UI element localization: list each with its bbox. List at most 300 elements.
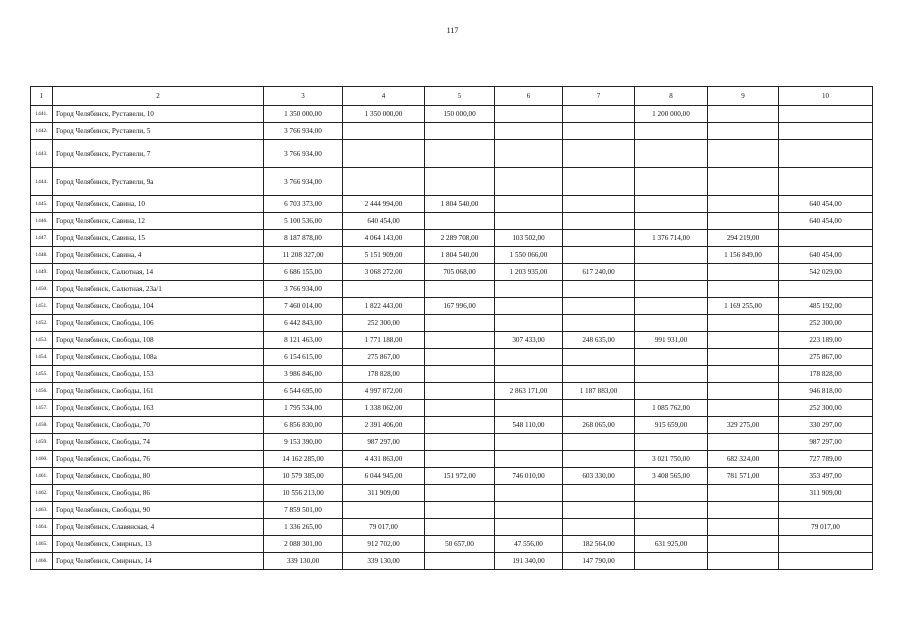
amount-cell: 252 300,00 <box>343 315 425 332</box>
amount-cell <box>779 106 873 123</box>
amount-cell: 329 275,00 <box>708 417 779 434</box>
amount-cell: 294 219,00 <box>708 230 779 247</box>
amount-cell: 14 162 285,00 <box>264 451 343 468</box>
amount-cell: 6 154 615,00 <box>264 349 343 366</box>
address-cell: Город Челябинск, Свободы, 74 <box>53 434 264 451</box>
header-row <box>31 87 873 106</box>
amount-cell: 275 867,00 <box>779 349 873 366</box>
row-number-cell: 1460. <box>31 451 53 468</box>
address-cell: Город Челябинск, Свободы, 76 <box>53 451 264 468</box>
address-cell: Город Челябинск, Свободы, 90 <box>53 502 264 519</box>
amount-cell <box>343 168 425 196</box>
amount-cell <box>425 485 495 502</box>
table-row <box>31 140 873 168</box>
amount-cell: 987 297,00 <box>779 434 873 451</box>
amount-cell <box>563 349 635 366</box>
amount-cell <box>425 553 495 570</box>
amount-cell <box>563 123 635 140</box>
row-number-cell: 1449. <box>31 264 53 281</box>
amount-cell: 6 703 373,00 <box>264 196 343 213</box>
amount-cell <box>708 553 779 570</box>
amount-cell: 1 804 540,00 <box>425 196 495 213</box>
amount-cell: 640 454,00 <box>343 213 425 230</box>
amount-cell <box>495 196 563 213</box>
amount-cell: 1 771 188,00 <box>343 332 425 349</box>
amount-cell: 147 790,00 <box>563 553 635 570</box>
row-number-cell: 1445. <box>31 196 53 213</box>
amount-cell <box>425 417 495 434</box>
amount-cell: 2 391 406,00 <box>343 417 425 434</box>
row-number-cell: 1446. <box>31 213 53 230</box>
table-row <box>31 485 873 502</box>
amount-cell <box>425 519 495 536</box>
column-header: 6 <box>495 87 563 106</box>
amount-cell <box>495 349 563 366</box>
amount-cell: 9 153 390,00 <box>264 434 343 451</box>
table-row <box>31 519 873 536</box>
amount-cell: 727 789,00 <box>779 451 873 468</box>
amount-cell: 275 867,00 <box>343 349 425 366</box>
amount-cell: 1 350 000,00 <box>264 106 343 123</box>
amount-cell <box>343 140 425 168</box>
amount-cell <box>708 281 779 298</box>
amount-cell <box>708 383 779 400</box>
amount-cell <box>495 106 563 123</box>
address-cell: Город Челябинск, Руставели, 5 <box>53 123 264 140</box>
amount-cell <box>425 140 495 168</box>
table-row <box>31 264 873 281</box>
column-header: 10 <box>779 87 873 106</box>
amount-cell <box>563 519 635 536</box>
row-number-cell: 1458. <box>31 417 53 434</box>
amount-cell <box>425 315 495 332</box>
column-header: 9 <box>708 87 779 106</box>
table-row <box>31 553 873 570</box>
table-row <box>31 315 873 332</box>
amount-cell <box>708 485 779 502</box>
amount-cell <box>708 502 779 519</box>
amount-cell <box>708 400 779 417</box>
amount-cell: 1 804 540,00 <box>425 247 495 264</box>
table-row <box>31 417 873 434</box>
amount-cell <box>495 140 563 168</box>
table-row <box>31 366 873 383</box>
amount-cell <box>635 213 708 230</box>
amount-cell <box>495 366 563 383</box>
column-header: 1 <box>31 87 53 106</box>
amount-cell: 8 187 878,00 <box>264 230 343 247</box>
amount-cell: 1 169 255,00 <box>708 298 779 315</box>
address-cell: Город Челябинск, Свободы, 86 <box>53 485 264 502</box>
amount-cell <box>708 332 779 349</box>
amount-cell: 252 300,00 <box>779 315 873 332</box>
table-row <box>31 451 873 468</box>
row-number-cell: 1457. <box>31 400 53 417</box>
amount-cell <box>708 213 779 230</box>
amount-cell: 10 579 385,00 <box>264 468 343 485</box>
amount-cell <box>563 281 635 298</box>
amount-cell: 2 444 994,00 <box>343 196 425 213</box>
row-number-cell: 1452. <box>31 315 53 332</box>
amount-cell <box>635 502 708 519</box>
amount-cell <box>708 168 779 196</box>
column-header: 5 <box>425 87 495 106</box>
amount-cell: 167 996,00 <box>425 298 495 315</box>
amount-cell <box>495 315 563 332</box>
row-number-cell: 1455. <box>31 366 53 383</box>
amount-cell: 7 460 014,00 <box>264 298 343 315</box>
amount-cell <box>563 502 635 519</box>
amount-cell: 3 986 846,00 <box>264 366 343 383</box>
amount-cell: 640 454,00 <box>779 213 873 230</box>
amount-cell: 6 442 843,00 <box>264 315 343 332</box>
amount-cell <box>635 264 708 281</box>
table-row <box>31 383 873 400</box>
address-cell: Город Челябинск, Салютная, 14 <box>53 264 264 281</box>
address-cell: Город Челябинск, Свободы, 108 <box>53 332 264 349</box>
amount-cell <box>563 485 635 502</box>
amount-cell: 252 300,00 <box>779 400 873 417</box>
column-header: 4 <box>343 87 425 106</box>
amount-cell: 6 856 830,00 <box>264 417 343 434</box>
amount-cell: 3 766 934,00 <box>264 281 343 298</box>
amount-cell: 542 029,00 <box>779 264 873 281</box>
amount-cell <box>563 213 635 230</box>
amount-cell: 3 068 272,00 <box>343 264 425 281</box>
amount-cell: 50 657,00 <box>425 536 495 553</box>
amount-cell <box>635 298 708 315</box>
amount-cell <box>563 247 635 264</box>
amount-cell <box>495 213 563 230</box>
address-cell: Город Челябинск, Свободы, 106 <box>53 315 264 332</box>
amount-cell <box>563 230 635 247</box>
amount-cell: 3 408 565,00 <box>635 468 708 485</box>
table-row <box>31 349 873 366</box>
amount-cell: 8 121 463,00 <box>264 332 343 349</box>
address-cell: Город Челябинск, Свободы, 108а <box>53 349 264 366</box>
amount-cell: 150 000,00 <box>425 106 495 123</box>
amount-cell <box>425 168 495 196</box>
amount-cell: 5 151 909,00 <box>343 247 425 264</box>
amount-cell: 5 100 536,00 <box>264 213 343 230</box>
amount-cell: 6 686 155,00 <box>264 264 343 281</box>
amount-cell <box>779 230 873 247</box>
address-cell: Город Челябинск, Свободы, 163 <box>53 400 264 417</box>
amount-cell: 103 502,00 <box>495 230 563 247</box>
table-row <box>31 298 873 315</box>
amount-cell <box>495 298 563 315</box>
amount-cell <box>563 298 635 315</box>
amount-cell <box>495 502 563 519</box>
address-cell: Город Челябинск, Савина, 15 <box>53 230 264 247</box>
amount-cell: 485 192,00 <box>779 298 873 315</box>
table-row <box>31 247 873 264</box>
amount-cell <box>343 502 425 519</box>
row-number-cell: 1447. <box>31 230 53 247</box>
amount-cell <box>708 315 779 332</box>
amount-cell <box>425 213 495 230</box>
amount-cell: 548 110,00 <box>495 417 563 434</box>
amount-cell: 3 766 934,00 <box>264 168 343 196</box>
amount-cell <box>495 451 563 468</box>
table-row <box>31 213 873 230</box>
amount-cell: 2 088 301,00 <box>264 536 343 553</box>
amount-cell <box>779 502 873 519</box>
amount-cell <box>635 485 708 502</box>
amount-cell <box>425 332 495 349</box>
amount-cell <box>425 451 495 468</box>
amount-cell: 6 044 945,00 <box>343 468 425 485</box>
row-number-cell: 1453. <box>31 332 53 349</box>
amount-cell: 1 085 762,00 <box>635 400 708 417</box>
amount-cell <box>708 264 779 281</box>
amount-cell: 987 297,00 <box>343 434 425 451</box>
column-header: 2 <box>53 87 264 106</box>
amount-cell: 353 497,00 <box>779 468 873 485</box>
amount-cell: 268 065,00 <box>563 417 635 434</box>
amount-cell <box>635 140 708 168</box>
row-number-cell: 1456. <box>31 383 53 400</box>
amount-cell <box>425 123 495 140</box>
amount-cell <box>779 536 873 553</box>
amount-cell <box>425 349 495 366</box>
amount-cell: 912 702,00 <box>343 536 425 553</box>
table-row <box>31 536 873 553</box>
amount-cell: 2 289 708,00 <box>425 230 495 247</box>
table-row <box>31 434 873 451</box>
amount-cell <box>425 502 495 519</box>
amount-cell <box>425 434 495 451</box>
amount-cell <box>563 140 635 168</box>
amount-cell <box>779 168 873 196</box>
amount-cell: 4 064 143,00 <box>343 230 425 247</box>
amount-cell: 1 822 443,00 <box>343 298 425 315</box>
amount-cell <box>495 168 563 196</box>
amount-cell: 603 330,00 <box>563 468 635 485</box>
row-number-cell: 1464. <box>31 519 53 536</box>
row-number-cell: 1448. <box>31 247 53 264</box>
amount-cell: 339 130,00 <box>264 553 343 570</box>
table-row <box>31 106 873 123</box>
amount-cell: 1 795 534,00 <box>264 400 343 417</box>
row-number-cell: 1462. <box>31 485 53 502</box>
row-number-cell: 1443. <box>31 140 53 168</box>
amount-cell <box>635 553 708 570</box>
amount-cell: 6 544 695,00 <box>264 383 343 400</box>
amount-cell <box>343 281 425 298</box>
amount-cell <box>635 168 708 196</box>
amount-cell <box>563 400 635 417</box>
amount-cell: 178 828,00 <box>779 366 873 383</box>
amount-cell <box>635 366 708 383</box>
amount-cell: 640 454,00 <box>779 247 873 264</box>
data-table <box>30 86 873 570</box>
amount-cell: 3 021 750,00 <box>635 451 708 468</box>
amount-cell: 631 925,00 <box>635 536 708 553</box>
amount-cell <box>563 168 635 196</box>
row-number-cell: 1466. <box>31 553 53 570</box>
amount-cell: 915 659,00 <box>635 417 708 434</box>
amount-cell: 1 336 265,00 <box>264 519 343 536</box>
amount-cell: 47 556,00 <box>495 536 563 553</box>
table-row <box>31 196 873 213</box>
address-cell: Город Челябинск, Славянская, 4 <box>53 519 264 536</box>
address-cell: Город Челябинск, Савина, 4 <box>53 247 264 264</box>
column-header: 8 <box>635 87 708 106</box>
address-cell: Город Челябинск, Смирных, 13 <box>53 536 264 553</box>
amount-cell <box>708 434 779 451</box>
amount-cell <box>708 349 779 366</box>
amount-cell: 2 863 171,00 <box>495 383 563 400</box>
amount-cell: 311 909,00 <box>343 485 425 502</box>
amount-cell: 1 200 000,00 <box>635 106 708 123</box>
amount-cell <box>635 434 708 451</box>
amount-cell <box>563 196 635 213</box>
amount-cell: 311 909,00 <box>779 485 873 502</box>
amount-cell: 248 635,00 <box>563 332 635 349</box>
amount-cell <box>708 140 779 168</box>
amount-cell: 79 017,00 <box>779 519 873 536</box>
amount-cell: 1 376 714,00 <box>635 230 708 247</box>
table-row <box>31 168 873 196</box>
page-number: 117 <box>446 26 459 35</box>
amount-cell: 191 340,00 <box>495 553 563 570</box>
table-row <box>31 468 873 485</box>
amount-cell <box>779 123 873 140</box>
table-row <box>31 332 873 349</box>
amount-cell <box>563 315 635 332</box>
address-cell: Город Челябинск, Свободы, 153 <box>53 366 264 383</box>
table-row <box>31 400 873 417</box>
amount-cell <box>563 451 635 468</box>
amount-cell: 339 130,00 <box>343 553 425 570</box>
address-cell: Город Челябинск, Салютная, 23а/1 <box>53 281 264 298</box>
table-row <box>31 502 873 519</box>
amount-cell <box>708 536 779 553</box>
amount-cell <box>708 366 779 383</box>
amount-cell <box>425 281 495 298</box>
amount-cell <box>635 281 708 298</box>
amount-cell <box>495 485 563 502</box>
address-cell: Город Челябинск, Савина, 12 <box>53 213 264 230</box>
amount-cell <box>708 519 779 536</box>
table-row <box>31 230 873 247</box>
amount-cell: 79 017,00 <box>343 519 425 536</box>
address-cell: Город Челябинск, Свободы, 80 <box>53 468 264 485</box>
amount-cell <box>495 434 563 451</box>
amount-cell: 4 997 872,00 <box>343 383 425 400</box>
row-number-cell: 1441. <box>31 106 53 123</box>
amount-cell: 1 338 062,00 <box>343 400 425 417</box>
table-row <box>31 281 873 298</box>
amount-cell <box>635 196 708 213</box>
amount-cell: 307 433,00 <box>495 332 563 349</box>
amount-cell <box>635 383 708 400</box>
address-cell: Город Челябинск, Свободы, 161 <box>53 383 264 400</box>
amount-cell: 705 068,00 <box>425 264 495 281</box>
amount-cell: 991 931,00 <box>635 332 708 349</box>
column-header: 7 <box>563 87 635 106</box>
amount-cell <box>635 519 708 536</box>
amount-cell <box>425 383 495 400</box>
amount-cell: 3 766 934,00 <box>264 123 343 140</box>
amount-cell: 946 818,00 <box>779 383 873 400</box>
amount-cell: 1 203 935,00 <box>495 264 563 281</box>
address-cell: Город Челябинск, Свободы, 104 <box>53 298 264 315</box>
table-row <box>31 123 873 140</box>
amount-cell <box>495 123 563 140</box>
row-number-cell: 1461. <box>31 468 53 485</box>
amount-cell <box>563 366 635 383</box>
amount-cell: 1 156 849,00 <box>708 247 779 264</box>
amount-cell: 1 350 000,00 <box>343 106 425 123</box>
amount-cell <box>779 140 873 168</box>
amount-cell: 1 550 066,00 <box>495 247 563 264</box>
amount-cell <box>779 553 873 570</box>
address-cell: Город Челябинск, Руставели, 9а <box>53 168 264 196</box>
amount-cell <box>708 123 779 140</box>
amount-cell: 151 972,00 <box>425 468 495 485</box>
row-number-cell: 1459. <box>31 434 53 451</box>
address-cell: Город Челябинск, Свободы, 70 <box>53 417 264 434</box>
amount-cell <box>635 123 708 140</box>
amount-cell <box>779 281 873 298</box>
amount-cell <box>495 281 563 298</box>
row-number-cell: 1451. <box>31 298 53 315</box>
row-number-cell: 1442. <box>31 123 53 140</box>
row-number-cell: 1444. <box>31 168 53 196</box>
amount-cell: 10 556 213,00 <box>264 485 343 502</box>
amount-cell <box>563 434 635 451</box>
amount-cell: 682 324,00 <box>708 451 779 468</box>
amount-cell: 223 189,00 <box>779 332 873 349</box>
address-cell: Город Челябинск, Савина, 10 <box>53 196 264 213</box>
row-number-cell: 1465. <box>31 536 53 553</box>
address-cell: Город Челябинск, Смирных, 14 <box>53 553 264 570</box>
amount-cell <box>495 519 563 536</box>
table-body <box>31 106 873 570</box>
amount-cell: 3 766 934,00 <box>264 140 343 168</box>
row-number-cell: 1463. <box>31 502 53 519</box>
amount-cell <box>495 400 563 417</box>
amount-cell: 746 010,00 <box>495 468 563 485</box>
amount-cell <box>635 349 708 366</box>
amount-cell <box>563 106 635 123</box>
row-number-cell: 1450. <box>31 281 53 298</box>
address-cell: Город Челябинск, Руставели, 7 <box>53 140 264 168</box>
amount-cell: 781 571,00 <box>708 468 779 485</box>
amount-cell: 178 828,00 <box>343 366 425 383</box>
amount-cell <box>635 315 708 332</box>
amount-cell: 4 431 863,00 <box>343 451 425 468</box>
row-number-cell: 1454. <box>31 349 53 366</box>
amount-cell <box>425 366 495 383</box>
address-cell: Город Челябинск, Руставели, 10 <box>53 106 264 123</box>
column-header: 3 <box>264 87 343 106</box>
amount-cell <box>635 247 708 264</box>
amount-cell: 7 859 501,00 <box>264 502 343 519</box>
amount-cell: 640 454,00 <box>779 196 873 213</box>
amount-cell: 617 240,00 <box>563 264 635 281</box>
amount-cell <box>708 196 779 213</box>
amount-cell <box>425 400 495 417</box>
amount-cell <box>343 123 425 140</box>
amount-cell: 11 208 327,00 <box>264 247 343 264</box>
amount-cell: 1 187 883,00 <box>563 383 635 400</box>
amount-cell: 182 564,00 <box>563 536 635 553</box>
amount-cell <box>708 106 779 123</box>
amount-cell: 330 297,00 <box>779 417 873 434</box>
